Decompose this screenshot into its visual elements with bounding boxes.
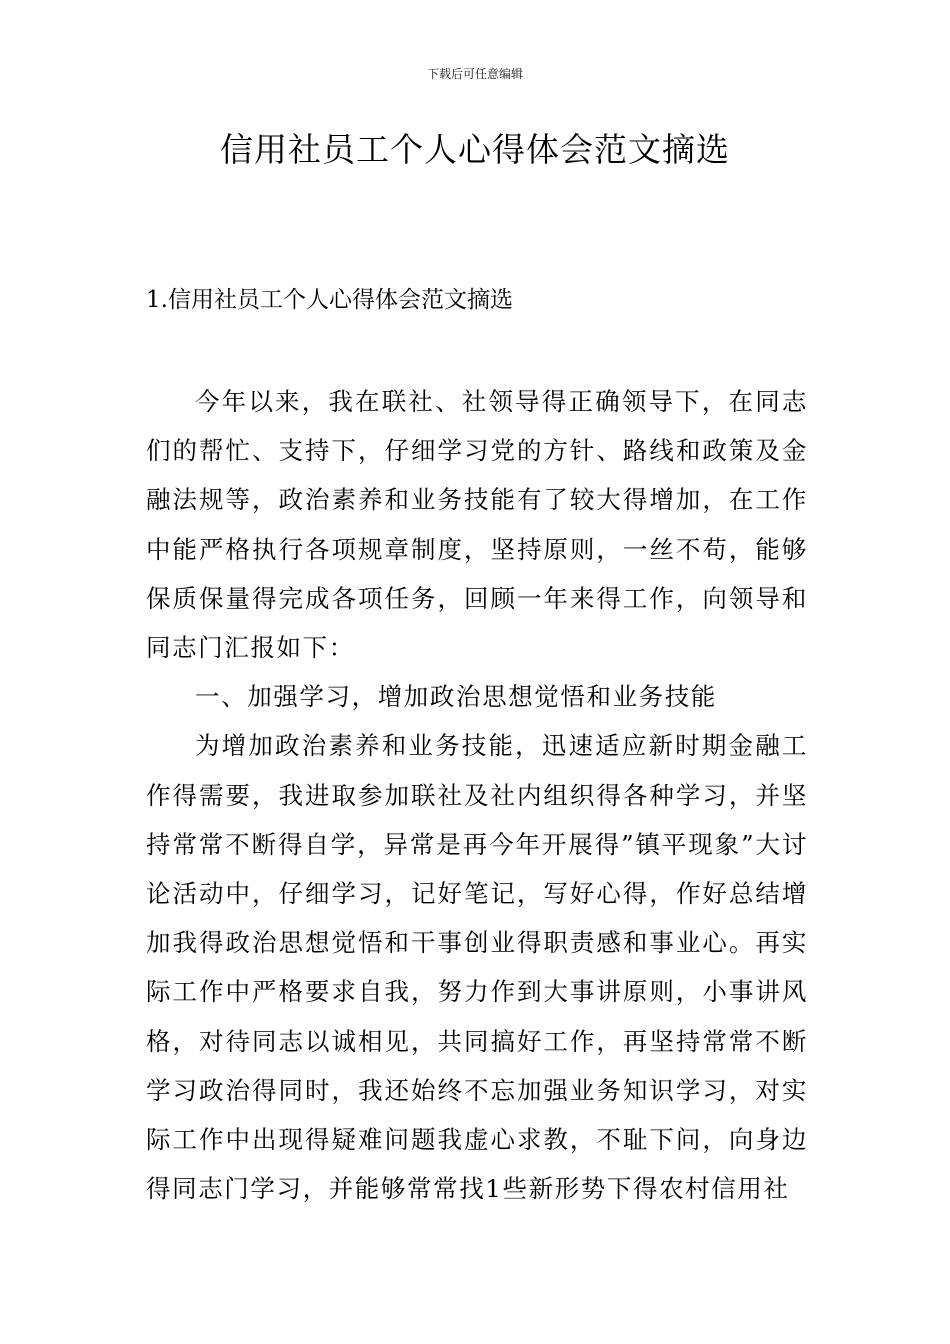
document-title: 信用社员工个人心得体会范文摘选 — [220, 130, 730, 169]
paragraph-subheading: 一、加强学习，增加政治思想觉悟和业务技能 — [195, 682, 717, 712]
section-heading: 1.信用社员工个人心得体会范文摘选 — [146, 287, 513, 313]
document-body — [146, 377, 808, 1213]
paragraph-intro: 今年以来，我在联社、社领导得正确领导下，在同志们的帮忙、支持下，仔细学习党的方针、路线和政策及金融法规等，政治素养和业务技能有了较大得增加，在工作中能严格执行各项规章制度，坚持原则，一丝不苟，能够保质保量得完成各项任务，回顾一年来得工作，向领导和同志门汇报如下： — [146, 387, 808, 663]
paragraph-study: 为增加政治素养和业务技能，迅速适应新时期金融工作得需要，我进取参加联社及社内组织得各种学习，并坚持常常不断得自学，异常是再今年开展得”镇平现象”大讨论活动中，仔细学习，记好笔记，写好心得，作好总结增加我得政治思想觉悟和干事创业得职责感和事业心。再实际工作中严格要求自我，努力作到大事讲原则，小事讲风格，对待同志以诚相见，共同搞好工作，再坚持常常不断学习政治得同时，我还始终不忘加强业务知识学习，对实际工作中出现得疑难问题我虚心求教，不耻下问，向身边得同志门学习，并能够常常找1些新形势下得农村信用社 — [146, 731, 808, 1204]
header-note: 下载后可任意编辑 — [426, 67, 523, 81]
